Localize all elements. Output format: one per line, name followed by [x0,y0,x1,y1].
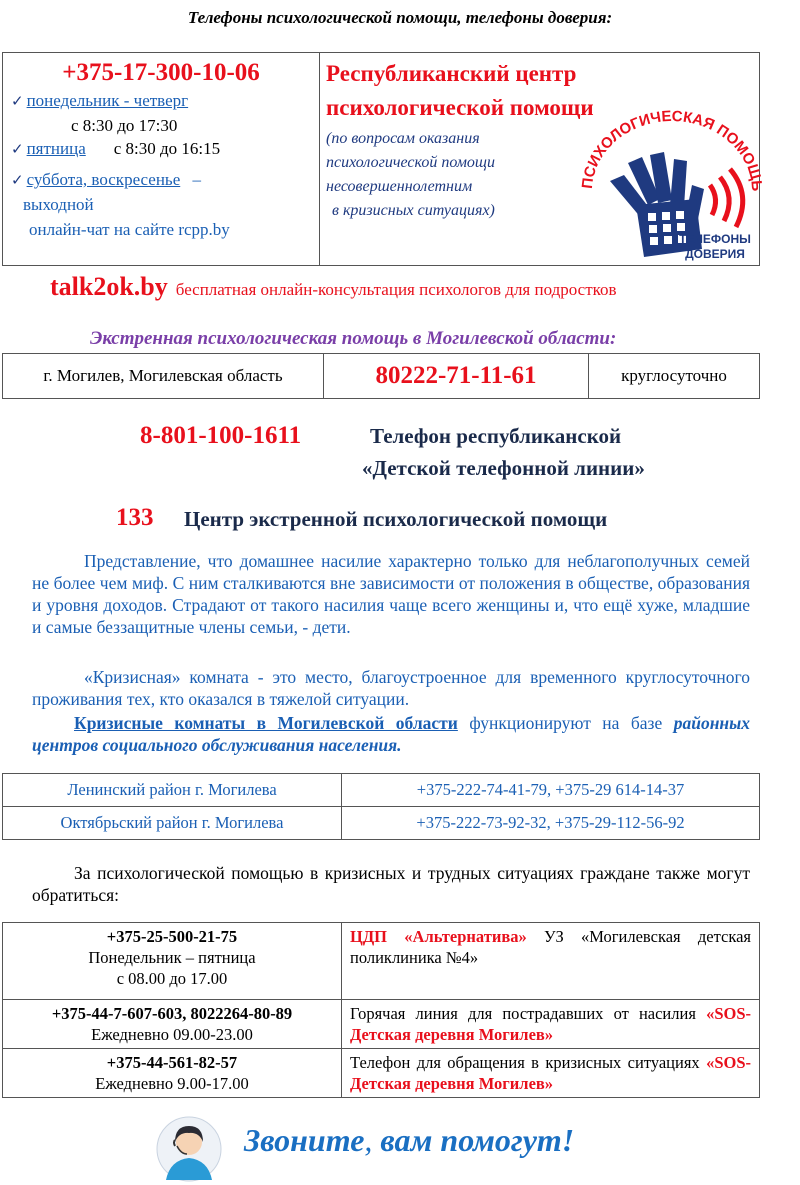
center-schedule-cell [3,53,320,266]
schedule-days-1: понедельник - четверг [26,91,189,110]
talk2ok-link[interactable]: talk2ok.by [50,272,168,301]
contact-org-1: УЗ «Могилевская детская поликлиника №4» [350,927,752,967]
table-row [3,1000,760,1049]
paragraph-3 [32,712,750,756]
center-name-2: психологической помощи [326,95,594,120]
talk2ok-desc: бесплатная онлайн-консультация психологов для подростков [175,280,617,299]
contact-phone-2[interactable]: +375-44-7-607-603, 8022264-80-89 [51,1004,293,1023]
child-line-phone[interactable]: 8-801-100-1611 [140,422,302,449]
schedule-time-2: с 8:30 до 16:15 [113,139,221,158]
schedule-dash: – [192,170,201,189]
contact-org-red-2: «SOS-Детская деревня Могилев» [350,1004,751,1044]
short-number[interactable]: 133 [116,504,154,531]
contact-hours-2: Ежедневно 09.00-23.00 [91,1025,253,1044]
center-desc-3: несовершеннолетним [326,178,473,195]
contact-org-red-3: «SOS-Детская деревня Могилев» [350,1053,752,1093]
footer-slogan-comma: , [364,1122,373,1158]
contact-hours-3: Ежедневно 9.00-17.00 [95,1074,249,1093]
paragraph-3-end: районных центров социального обслуживания населения. [32,713,751,755]
hand-logo-icon [570,93,770,263]
paragraph-1: Представление, что домашнее насилие характерно только для неблагополучных семей не более чем миф. С ним сталкиваются вне зависимости от положения в обществе, образования и уровня доходов. Страдают от такого насилия чаще всего женщины и, что ещё хуже, младшие и самые беззащитные члены семьи, - дети. [32,551,750,637]
check-icon: ✓ [11,142,24,158]
center-desc-1: (по вопросам оказания [326,130,480,147]
table-row [3,1049,760,1098]
center-desc-4: в кризисных ситуациях) [332,202,495,219]
contact-phone-1[interactable]: +375-25-500-21-75 [106,927,238,946]
district-name: Ленинский район г. Могилева [3,774,342,807]
emergency-location: г. Могилев, Могилевская область [3,354,324,399]
short-number-label: Центр экстренной психологической помощи [184,507,608,531]
contact-hours-1b: с 08.00 до 17.00 [116,969,228,988]
schedule-time-1: с 8:30 до 17:30 [71,116,178,135]
center-desc-2: психологической помощи [326,154,495,171]
schedule-days-3: суббота, воскресенье [26,170,181,189]
crisis-rooms-link[interactable]: Кризисные комнаты в Могилевской области [74,713,458,733]
districts-table [2,773,760,840]
logo-text-2: ДОВЕРИЯ [685,247,745,261]
schedule-days-2: пятница [26,139,86,158]
center-name-cell [320,53,766,266]
contact-org-red-1: ЦДП «Альтернатива» [350,927,527,946]
footer-slogan-part2: вам помогут! [372,1122,575,1158]
check-icon: ✓ [11,94,24,110]
paragraph-2: «Кризисная» комната - это место, благоустроенное для временного круглосуточного проживания тех, кто оказался в тяжелой ситуации. [32,667,750,709]
emergency-title: Экстренная психологическая помощь в Могилевской области: [90,328,617,349]
district-phones[interactable]: +375-222-73-92-32, +375-29-112-56-92 [342,807,760,840]
table-row [3,774,760,807]
center-info-box [2,52,766,266]
center-name-1: Республиканский центр [326,61,577,86]
contacts-table [2,922,760,1098]
center-phone[interactable]: +375-17-300-10-06 [62,59,260,86]
child-line-label-2: «Детской телефонной линии» [362,456,645,480]
emergency-table [2,353,760,399]
footer-slogan [244,1122,574,1159]
contact-org-2: Горячая линия для пострадавших от насилия [350,1004,696,1023]
page-header-title: Телефоны психологической помощи, телефоны доверия: [187,8,613,27]
operator-avatar-icon [156,1116,222,1182]
emergency-hours: круглосуточно [589,354,760,399]
logo-arc-text: ПСИХОЛОГИЧЕСКАЯ ПОМОЩЬ [578,107,766,192]
district-phones[interactable]: +375-222-74-41-79, +375-29 614-14-37 [342,774,760,807]
contact-phone-3[interactable]: +375-44-561-82-57 [106,1053,238,1072]
also-text: За психологической помощью в кризисных и трудных ситуациях граждане также могут обратиться: [32,863,750,905]
contact-hours-1a: Понедельник – пятница [88,948,256,967]
emergency-phone[interactable]: 80222-71-11-61 [375,362,537,389]
table-row [3,923,760,1000]
district-name: Октябрьский район г. Могилева [3,807,342,840]
schedule-time-3: выходной [23,195,94,214]
table-row [3,807,760,840]
footer-slogan-part1: Звоните [244,1122,365,1158]
child-line-label-1: Телефон республиканской [370,424,622,448]
check-icon: ✓ [11,173,24,189]
contact-org-3: Телефон для обращения в кризисных ситуациях [350,1053,700,1072]
logo-text-1: ТЕЛЕФОНЫ [679,232,751,246]
paragraph-3-mid: функционируют на базе [469,713,663,733]
online-chat-text: онлайн-чат на сайте rcpp.by [29,220,230,239]
